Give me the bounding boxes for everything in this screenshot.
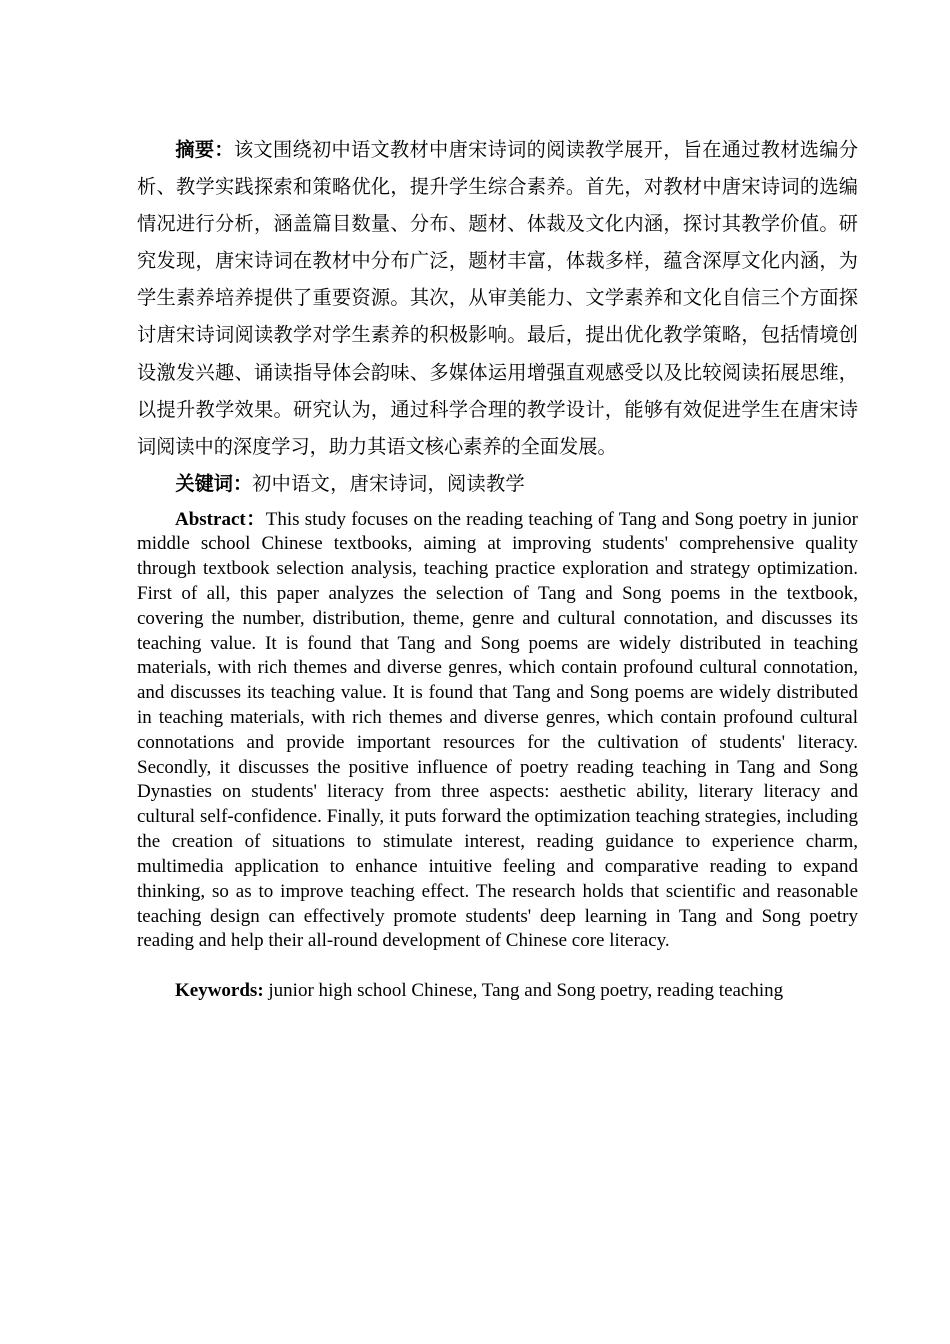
keywords-cn-text: 初中语文，唐宋诗词，阅读教学 xyxy=(252,471,525,495)
abstract-cn-paragraph xyxy=(137,131,858,465)
keywords-en-text: junior high school Chinese, Tang and Song poetry, reading teaching xyxy=(268,979,784,1001)
abstract-cn-label: 摘要： xyxy=(175,138,234,161)
keywords-cn-label: 关键词： xyxy=(175,471,253,495)
abstract-en-paragraph xyxy=(137,508,858,955)
keywords-en-label: Keywords: xyxy=(175,979,264,1001)
keywords-en-paragraph xyxy=(137,979,858,1004)
keywords-cn-paragraph xyxy=(137,465,858,502)
abstract-cn-text: 该文围绕初中语文教材中唐宋诗词的阅读教学展开，旨在通过教材选编分析、教学实践探索和策略优化，提升学生综合素养。首先，对教材中唐宋诗词的选编情况进行分析，涵盖篇目数量、分布、题材、体裁及文化内涵，探讨其教学价值。研究发现，唐宋诗词在教材中分布广泛，题材丰富，体裁多样，蕴含深厚文化内涵，为学生素养培养提供了重要资源。其次，从审美能力、文学素养和文化自信三个方面探讨唐宋诗词阅读教学对学生素养的积极影响。最后，提出优化教学策略，包括情境创设激发兴趣、诵读指导体会韵味、多媒体运用增强直观感受以及比较阅读拓展思维，以提升教学效果。研究认为，通过科学合理的教学设计，能够有效促进学生在唐宋诗词阅读中的深度学习，助力其语文核心素养的全面发展。 xyxy=(137,138,859,458)
abstract-en-label: Abstract： xyxy=(175,508,266,530)
abstract-en-text: This study focuses on the reading teaching of Tang and Song poetry in junior middle school Chinese textbooks, aiming at improving students' comprehensive quality through textbook selection analysis, teaching practice exploration and strategy optimization. First of all, this paper analyzes the selection of Tang and Song poems in the textbook, covering the number, distribution, theme, genre and cultural connotation, and discusses its teaching value. It is found that Tang and Song poems are widely distributed in teaching materials, with rich themes and diverse genres, which contain profound cultural connotation, and discusses its teaching value. It is found that Tang and Song poems are widely distributed in teaching materials, with rich themes and diverse genres, which contain profound cultural connotations and provide important resources for the cultivation of students' literacy. Secondly, it discusses the positive influence of poetry reading teaching in Tang and Song Dynasties on students' literacy from three aspects: aesthetic ability, literary literacy and cultural self-confidence. Finally, it puts forward the optimization teaching strategies, including the creation of situations to stimulate interest, reading guidance to experience charm, multimedia application to enhance intuitive feeling and comparative reading to expand thinking, so as to improve teaching effect. The research holds that scientific and reasonable teaching design can effectively promote students' deep learning in Tang and Song poetry reading and help their all-round development of Chinese core literacy. xyxy=(137,508,859,952)
abstract-page-body xyxy=(137,131,858,1004)
